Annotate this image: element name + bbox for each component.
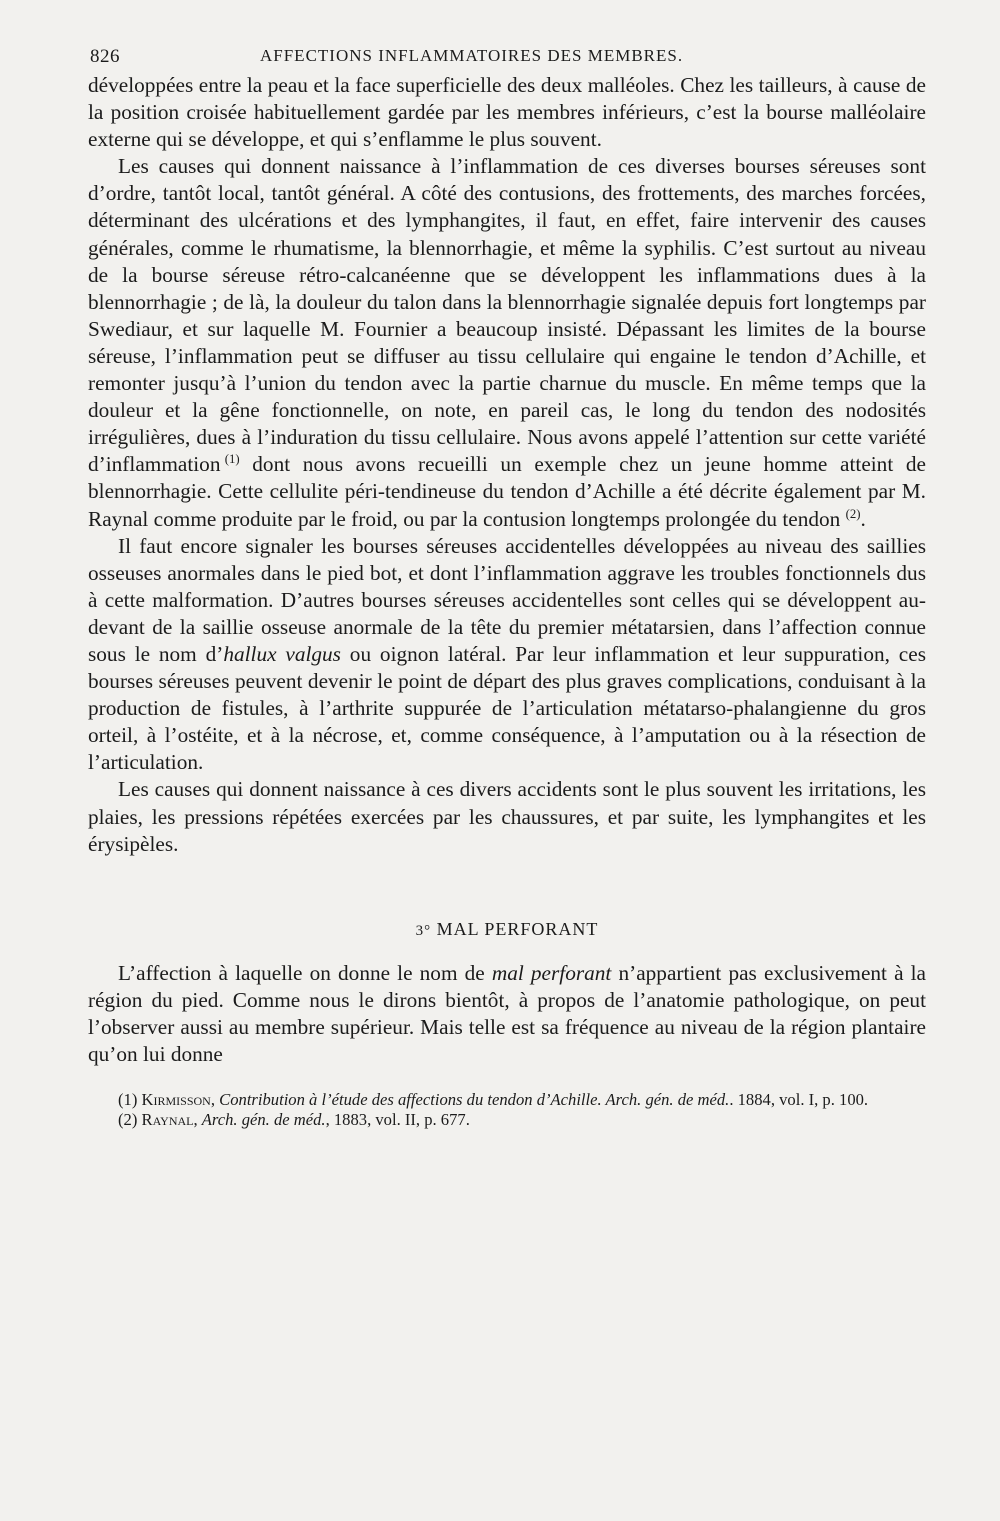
paragraph-text: dont nous avons recueilli un exemple chez un jeune homme atteint de blennorrhagie. Cette cellulite péri-tendineuse du tendon d’Achille a été décrite également par M. Raynal comme produite par le froid, ou par la contusion longtemps prolongée du tendon	[88, 452, 926, 531]
paragraph-mal-perforant	[88, 960, 926, 1068]
paragraph-accidental-bursae	[88, 533, 926, 777]
footnote-ref-1[interactable]: (1)	[224, 452, 240, 467]
paragraph-text: .	[860, 506, 866, 531]
paragraph-continuation	[88, 72, 926, 153]
paragraph-text: Les causes qui donnent naissance à l’inflammation de ces diverses bourses séreuses sont d’ordre, tantôt local, tantôt général. A côté des contusions, des frottements, des marches forcées, déterminant des ulcérations et des lymphangites, il faut, en effet, faire intervenir des causes générales, comme le rhumatisme, la blennorrhagie, et même la syphilis. C’est surtout au niveau de la bourse séreuse rétro-calcanéenne que se développent les inflammations dues à la blennorrhagie ; de là, la douleur du talon dans la blennorrhagie signalée depuis fort longtemps par Swediaur, et sur laquelle M. Fournier a beaucoup insisté. Dépassant les limites de la bourse séreuse, l’inflammation peut se diffuser au tissu cellulaire qui engaine le tendon d’Achille, et remonter jusqu’à l’union du tendon avec la partie charnue du muscle. En même temps que la douleur et la gêne fonctionnelle, on note, en pareil cas, le long du tendon des nodosités irrégulières, dues à l’induration du tissu cellulaire. Nous avons appelé l’attention sur cette variété d’inflammation	[88, 154, 926, 477]
footnote-author: Raynal	[141, 1110, 194, 1130]
body-text	[88, 72, 926, 1068]
footnote-title: Contribution à l’étude des affections du tendon d’Achille. Arch. gén. de méd.	[219, 1090, 730, 1110]
paragraph-accident-causes	[88, 776, 926, 857]
footnote-ref-2[interactable]: (2)	[845, 506, 861, 521]
footnote-mark: (1)	[118, 1090, 138, 1110]
italic-term: mal perforant	[491, 960, 612, 985]
section-number: 3°	[415, 922, 432, 939]
running-title: AFFECTIONS INFLAMMATOIRES DES MEMBRES.	[260, 46, 684, 65]
page-number: 826	[90, 46, 120, 67]
paragraph-causes	[88, 153, 926, 532]
running-header	[88, 38, 926, 72]
footnote-title: Arch. gén. de méd.	[201, 1110, 326, 1130]
section-title: MAL PERFORANT	[436, 918, 599, 939]
section-heading	[88, 917, 926, 943]
footnote-author: Kirmisson	[141, 1090, 211, 1110]
paragraph-text: ou oignon latéral. Par leur inflammation et leur suppuration, ces bourses séreuses peuvent devenir le point de départ des plus graves complications, conduisant à la production de fistules, à l’arthrite suppurée de l’articulation métatarso-phalangienne du gros orteil, à l’ostéite, et à la nécrose, et, comme conséquence, à l’amputation ou à la résection de l’articulation.	[88, 641, 926, 775]
footnote-2: (2) Raynal, Arch. gén. de méd., 1883, vol. II, p. 677.	[118, 1110, 470, 1130]
footnote-citation: , 1883, vol. II, p. 677.	[325, 1110, 470, 1130]
footnote-mark: (2)	[118, 1110, 138, 1130]
footnote-1: (1) Kirmisson, Contribution à l’étude des affections du tendon d’Achille. Arch. gén. de méd.. 1884, vol. I, p. 100.	[118, 1090, 869, 1110]
paragraph-text: n’appartient pas exclusivement à la région du pied. Comme nous le dirons bientôt, à propos de l’anatomie pathologique, on peut l’observer aussi au membre supérieur. Mais telle est sa fréquence au niveau de la région plantaire qu’on lui donne	[88, 960, 927, 1066]
footnote-citation: . 1884, vol. I, p. 100.	[729, 1090, 869, 1110]
paragraph-text: Il faut encore signaler les bourses séreuses accidentelles développées au niveau des saillies osseuses anormales dans le pied bot, et dont l’inflammation aggrave les troubles fonctionnels dus à cette malformation. D’autres bourses séreuses accidentelles sont celles qui se développent au-devant de la saillie osseuse anormale de la tête du premier métatarsien, dans l’affection connue sous le nom d’	[88, 533, 926, 666]
italic-term: hallux valgus	[223, 641, 341, 666]
paragraph-text: Les causes qui donnent naissance à ces divers accidents sont le plus souvent les irritations, les plaies, les pressions répétées exercées par les chaussures, et par suite, les lymphangites et les érysipèles.	[88, 777, 926, 856]
paragraph-text: développées entre la peau et la face superficielle des deux malléoles. Chez les tailleurs, à cause de la position croisée habituellement gardée par les membres inférieurs, c’est la bourse malléolaire externe qui se développe, et qui s’enflamme le plus souvent.	[88, 73, 926, 152]
footnotes	[88, 1090, 926, 1130]
paragraph-text: L’affection à laquelle on donne le nom de	[118, 960, 492, 985]
